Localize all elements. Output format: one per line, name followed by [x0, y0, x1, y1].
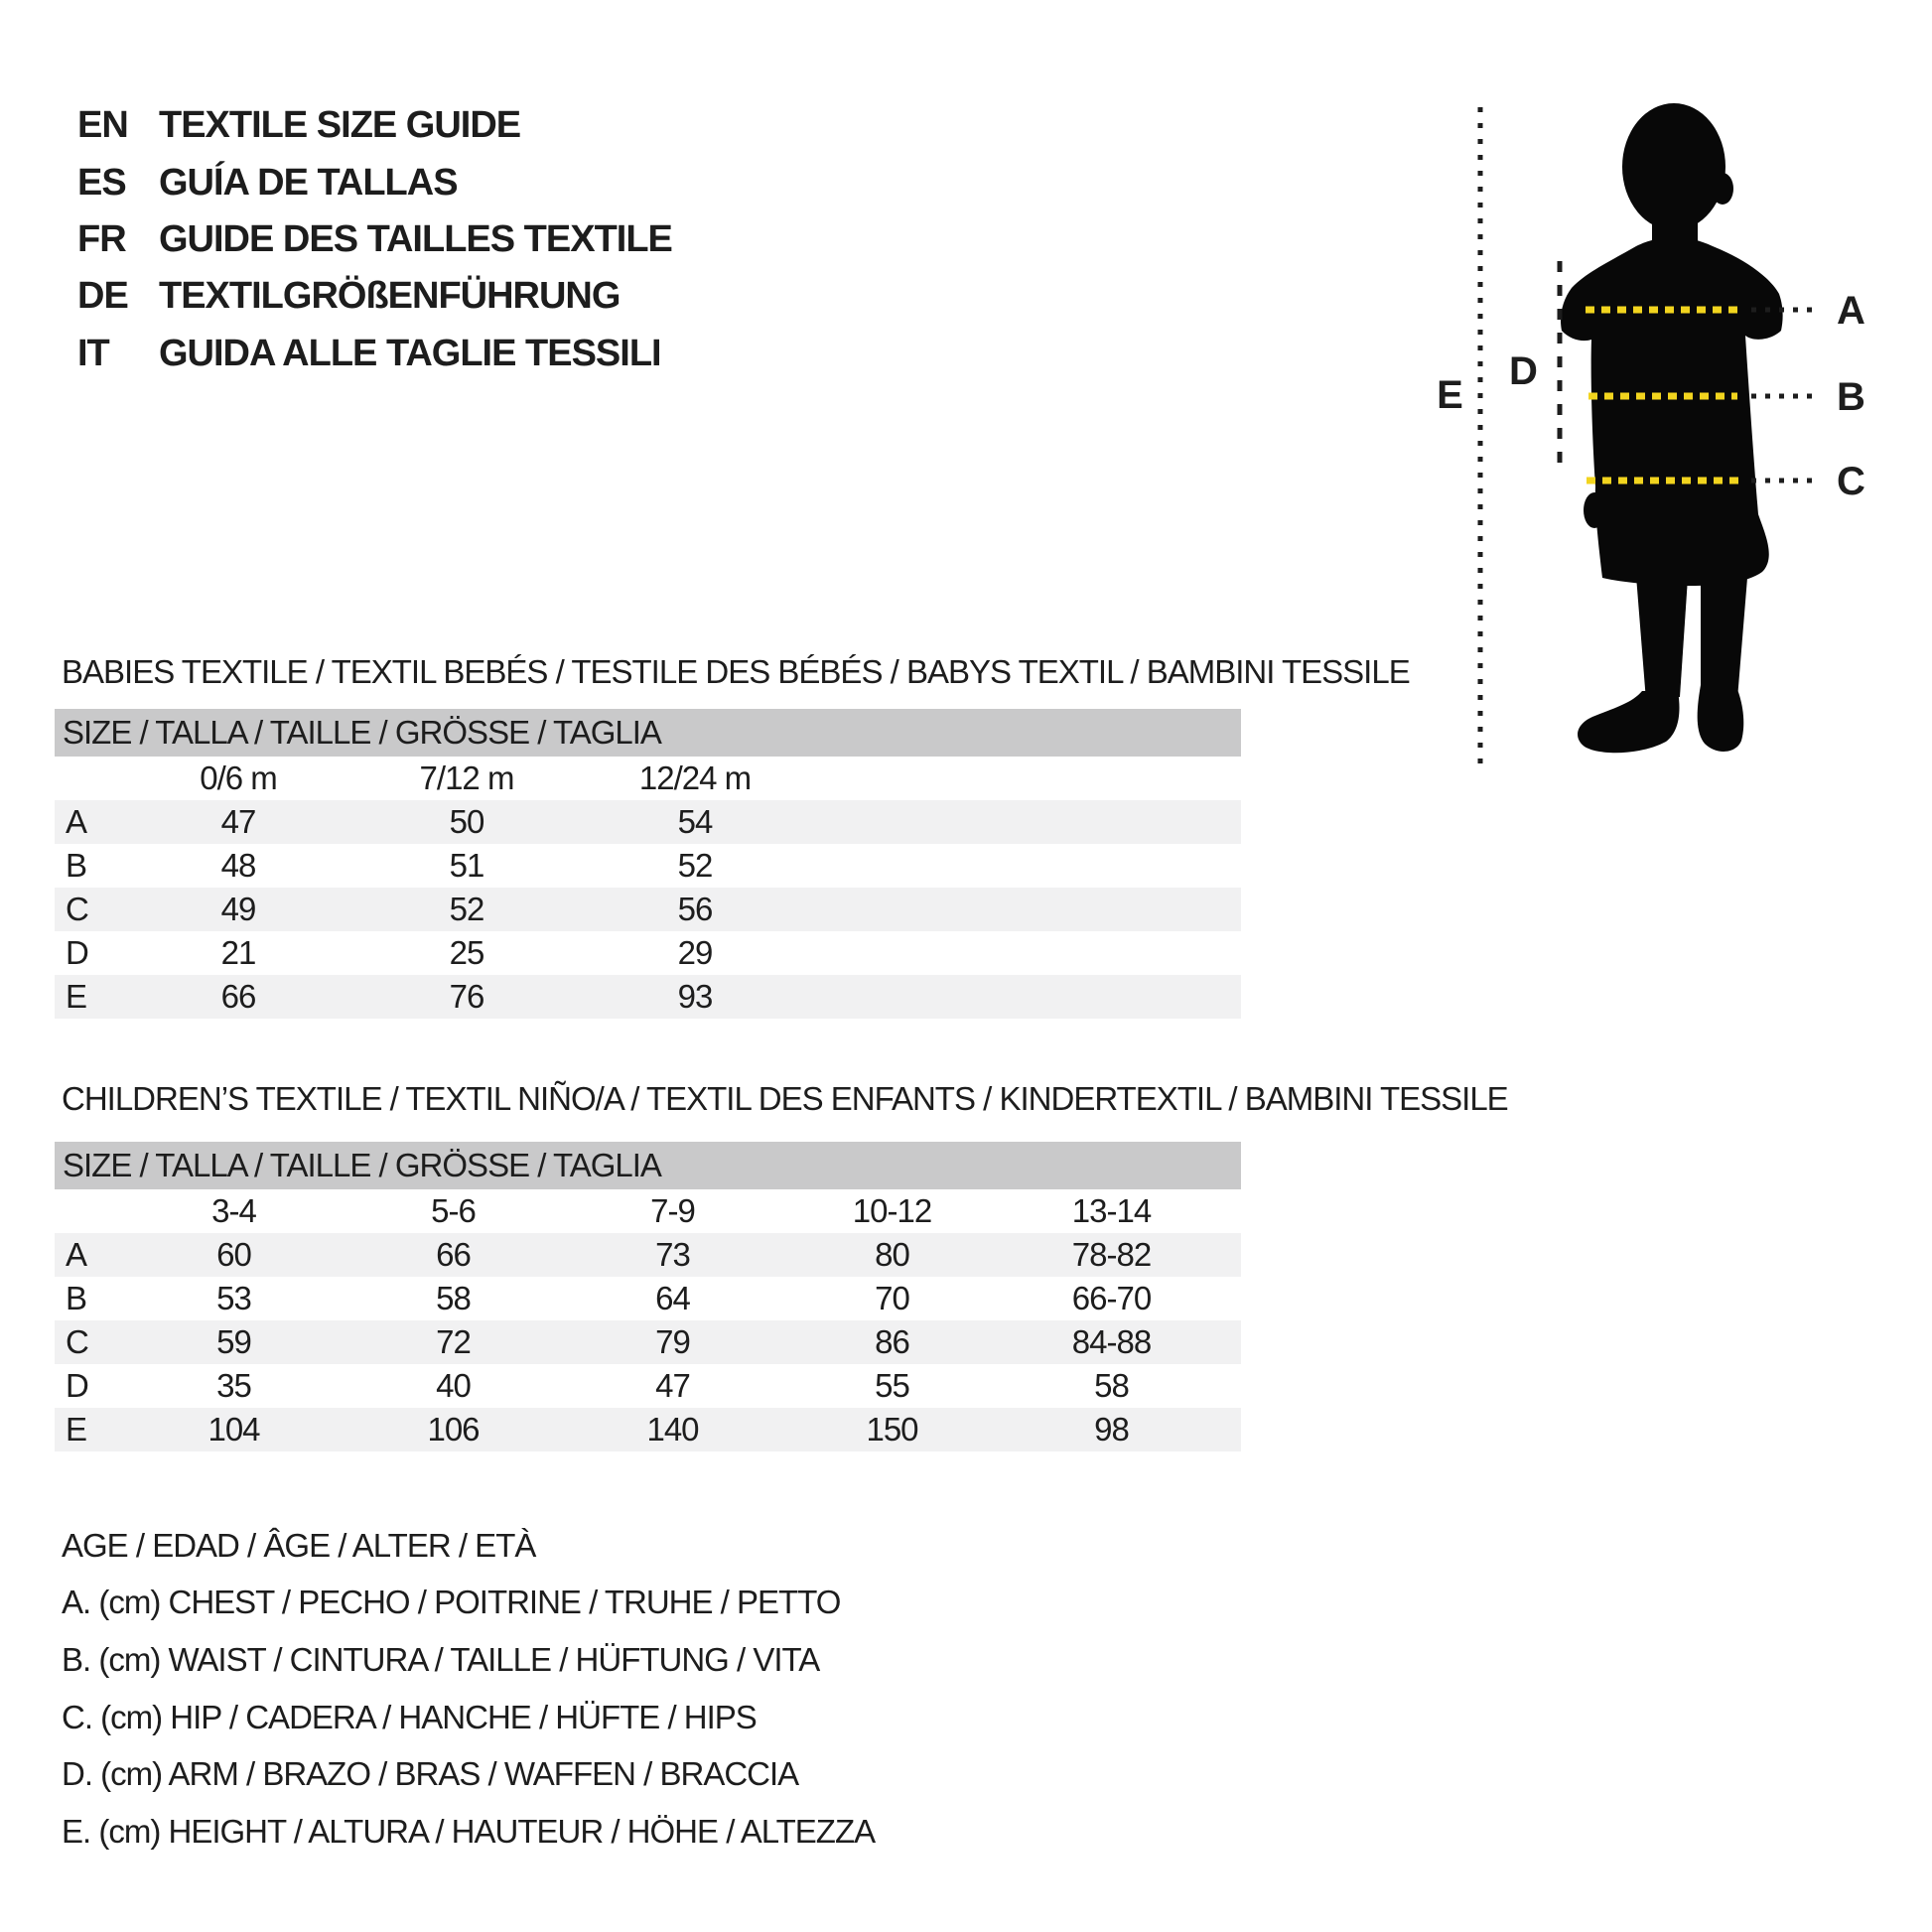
row-label: B [66, 847, 87, 884]
cell: 66 [436, 1236, 471, 1273]
cell: 40 [436, 1367, 471, 1404]
language-code: DE [77, 275, 128, 318]
language-code: FR [77, 217, 126, 260]
guide-title-fr: GUIDE DES TAILLES TEXTILE [159, 217, 672, 260]
cell: 64 [655, 1280, 690, 1316]
cell: 93 [677, 978, 713, 1015]
measure-label-e: E [1437, 373, 1462, 417]
column-header: 13-14 [1071, 1192, 1152, 1229]
cell: 79 [655, 1323, 690, 1360]
babies-table-header-bar [55, 709, 1241, 757]
cell: 54 [677, 803, 713, 840]
table-row-d [55, 931, 1241, 975]
measurement-figure [1420, 69, 1932, 794]
row-label: E [66, 1411, 87, 1448]
cell: 70 [875, 1280, 909, 1316]
row-label: D [66, 1367, 88, 1404]
column-header: 0/6 m [200, 759, 277, 796]
table-row-c [55, 888, 1241, 931]
babies-section-title: BABIES TEXTILE / TEXTIL BEBÉS / TESTILE DES BÉBÉS / BABYS TEXTIL / BAMBINI TESSILE [62, 653, 1410, 690]
table-row-b [55, 1277, 1241, 1320]
table-row-b [55, 844, 1241, 888]
language-code: IT [77, 332, 109, 374]
legend-line-arm: D. (cm) ARM / BRAZO / BRAS / WAFFEN / BRACCIA [62, 1755, 799, 1793]
column-header: 7/12 m [419, 759, 514, 796]
child-silhouette-icon [1561, 103, 1783, 753]
cell: 47 [655, 1367, 690, 1404]
table-row-a [55, 800, 1241, 844]
cell: 140 [646, 1411, 699, 1448]
babies-size-table [55, 709, 1241, 1019]
language-row-es [77, 154, 672, 210]
table-row-c [55, 1320, 1241, 1364]
cell: 72 [436, 1323, 471, 1360]
guide-title-es: GUÍA DE TALLAS [159, 161, 458, 204]
language-row-en [77, 97, 672, 154]
language-row-it [77, 326, 672, 382]
children-size-table [55, 1142, 1241, 1451]
cell: 78-82 [1071, 1236, 1152, 1273]
cell: 56 [677, 891, 713, 927]
cell: 48 [220, 847, 256, 884]
children-column-header-row [55, 1189, 1241, 1233]
babies-column-header-row [55, 757, 1241, 800]
column-header: 10-12 [852, 1192, 932, 1229]
children-section-title: CHILDREN’S TEXTILE / TEXTIL NIÑO/A / TEXTIL DES ENFANTS / KINDERTEXTIL / BAMBINI TESSILE [62, 1080, 1508, 1117]
column-header: 3-4 [211, 1192, 256, 1229]
cell: 66 [220, 978, 256, 1015]
legend-line-waist: B. (cm) WAIST / CINTURA / TAILLE / HÜFTUNG / VITA [62, 1640, 820, 1678]
language-row-de [77, 268, 672, 325]
table-row-e [55, 975, 1241, 1019]
row-label: C [66, 1323, 88, 1360]
row-label: B [66, 1280, 87, 1316]
cell: 29 [677, 934, 713, 971]
cell: 53 [216, 1280, 251, 1316]
cell: 98 [1094, 1411, 1129, 1448]
column-header: 7-9 [650, 1192, 695, 1229]
cell: 59 [216, 1323, 251, 1360]
cell: 51 [449, 847, 484, 884]
guide-title-it: GUIDA ALLE TAGLIE TESSILI [159, 332, 661, 374]
row-label: A [66, 1236, 87, 1273]
language-header [77, 97, 672, 382]
measure-label-d: D [1509, 349, 1537, 393]
cell: 73 [655, 1236, 690, 1273]
cell: 49 [220, 891, 256, 927]
language-row-fr [77, 211, 672, 268]
children-table-header-bar [55, 1142, 1241, 1189]
cell: 104 [207, 1411, 260, 1448]
size-caption: SIZE / TALLA / TAILLE / GRÖSSE / TAGLIA [63, 714, 661, 751]
language-code: ES [77, 161, 126, 204]
cell: 76 [449, 978, 484, 1015]
cell: 80 [875, 1236, 909, 1273]
size-caption: SIZE / TALLA / TAILLE / GRÖSSE / TAGLIA [63, 1147, 661, 1183]
measure-label-c: C [1837, 460, 1864, 503]
guide-title-en: TEXTILE SIZE GUIDE [159, 104, 521, 147]
cell: 25 [449, 934, 484, 971]
legend-line-age: AGE / EDAD / ÂGE / ALTER / ETÀ [62, 1526, 536, 1564]
legend-line-chest: A. (cm) CHEST / PECHO / POITRINE / TRUHE / PETTO [62, 1584, 841, 1621]
cell: 84-88 [1071, 1323, 1152, 1360]
table-row-d [55, 1364, 1241, 1408]
column-header: 5-6 [431, 1192, 476, 1229]
cell: 55 [875, 1367, 909, 1404]
cell: 106 [427, 1411, 480, 1448]
measure-label-b: B [1837, 375, 1864, 419]
cell: 21 [220, 934, 256, 971]
cell: 50 [449, 803, 484, 840]
row-label: E [66, 978, 87, 1015]
cell: 52 [449, 891, 484, 927]
cell: 60 [216, 1236, 251, 1273]
measurement-legend [62, 1517, 875, 1861]
row-label: A [66, 803, 87, 840]
cell: 52 [677, 847, 713, 884]
column-header: 12/24 m [638, 759, 752, 796]
cell: 58 [436, 1280, 471, 1316]
row-label: D [66, 934, 88, 971]
legend-line-hip: C. (cm) HIP / CADERA / HANCHE / HÜFTE / HIPS [62, 1698, 757, 1735]
cell: 35 [216, 1367, 251, 1404]
cell: 86 [875, 1323, 909, 1360]
cell: 150 [866, 1411, 918, 1448]
cell: 47 [220, 803, 256, 840]
cell: 66-70 [1071, 1280, 1152, 1316]
cell: 58 [1094, 1367, 1129, 1404]
guide-title-de: TEXTILGRÖßENFÜHRUNG [159, 275, 621, 318]
legend-line-height: E. (cm) HEIGHT / ALTURA / HAUTEUR / HÖHE / ALTEZZA [62, 1812, 876, 1850]
table-row-e [55, 1408, 1241, 1451]
row-label: C [66, 891, 88, 927]
table-row-a [55, 1233, 1241, 1277]
language-code: EN [77, 104, 128, 147]
measure-label-a: A [1837, 289, 1864, 333]
